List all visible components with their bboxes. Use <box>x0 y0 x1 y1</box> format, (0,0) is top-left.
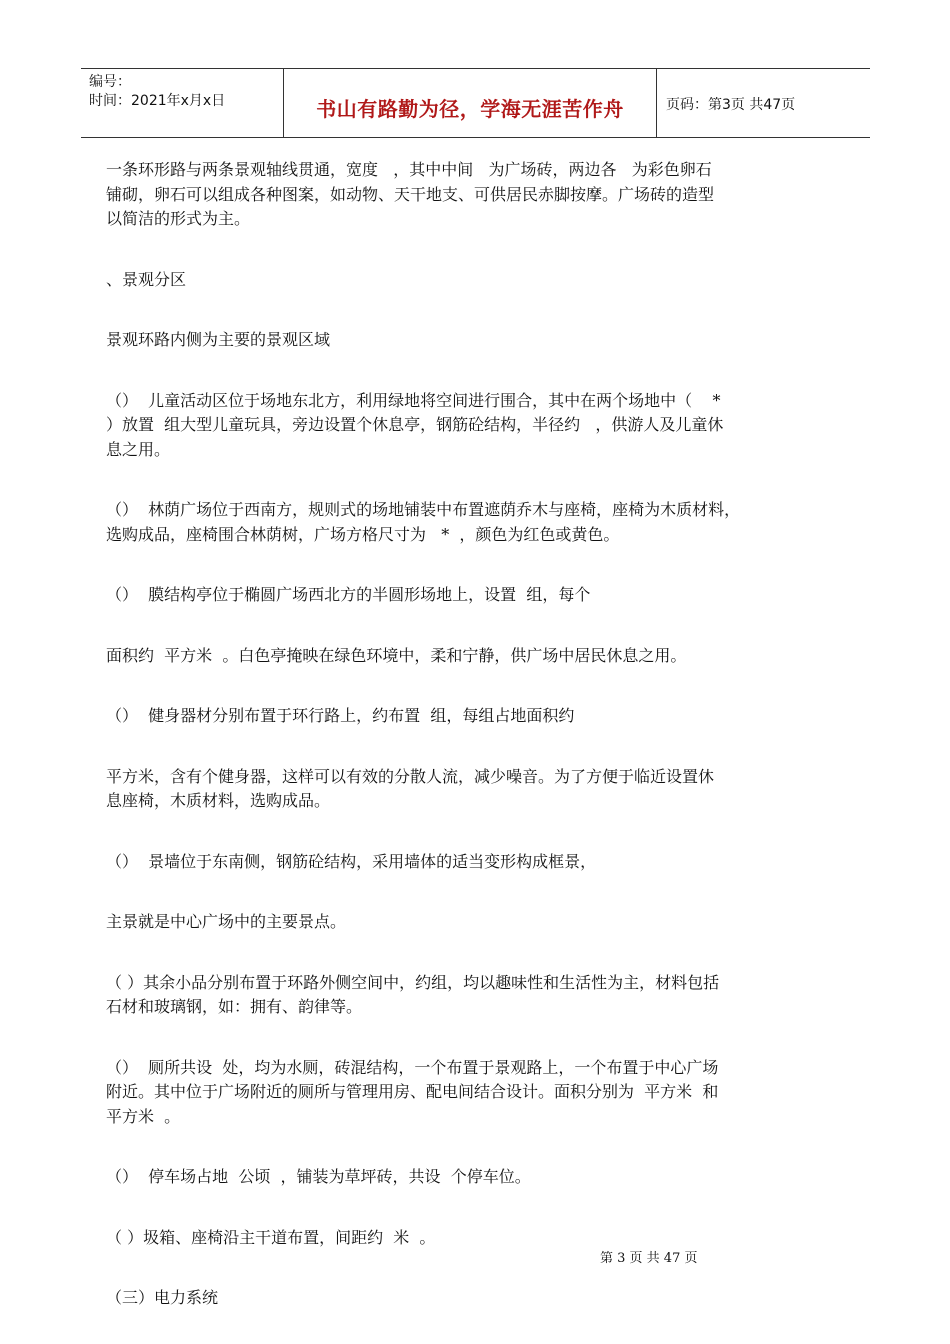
page-number: 页码：第3页 共47页 <box>666 97 796 113</box>
paragraph <box>106 1165 856 1190</box>
paragraph-line: 附近。其中位于广场附近的厕所与管理用房、配电间结合设计。面积分别为 平方米 和 <box>106 1082 719 1101</box>
paragraph-line: （） 膜结构亭位于椭圆广场西北方的半圆形场地上，设置 组，每个 <box>106 585 591 604</box>
paragraph-line: （） 儿童活动区位于场地东北方，利用绿地将空间进行围合，其中在两个场地中（ * <box>106 390 721 410</box>
paragraph-line: （） 景墙位于东南侧，钢筋砼结构，采用墙体的适当变形构成框景， <box>106 851 597 871</box>
paragraph-line: 平方米 。 <box>106 1106 181 1126</box>
header-info-cell <box>81 69 283 137</box>
document-date: 时间：2021年x月x日 <box>89 93 226 109</box>
paragraph-line: 面积约 平方米 。白色亭掩映在绿色环境中，柔和宁静，供广场中居民休息之用。 <box>106 645 687 665</box>
paragraph-line: ）放置 组大型儿童玩具，旁边设置个休息亭，钢筋砼结构，半径约 ，供游人及儿童休 <box>106 415 724 434</box>
header-page-cell <box>656 69 870 137</box>
paragraph <box>106 910 856 935</box>
paragraph-line: 以简洁的形式为主。 <box>106 209 251 228</box>
page-footer: 第 3 页 共 47 页 <box>600 1251 698 1266</box>
paragraph <box>106 704 856 729</box>
paragraph <box>106 971 856 1020</box>
paragraph-line: （ ）其余小品分别布置于环路外侧空间中，约组，均以趣味性和生活性为主，材料包括 <box>106 972 720 992</box>
paragraph-line: 选购成品，座椅围合林荫树，广场方格尺寸为 * ，颜色为红色或黄色。 <box>106 524 620 544</box>
paragraph-line: （ ）圾箱、座椅沿主干道布置，间距约 米 。 <box>106 1227 436 1247</box>
page-header <box>81 68 870 138</box>
header-motto-cell <box>283 69 657 137</box>
paragraph <box>106 498 856 547</box>
paragraph-line: 主景就是中心广场中的主要景点。 <box>106 912 347 931</box>
paragraph-line: 、景观分区 <box>106 269 187 289</box>
paragraph-line: 一条环形路与两条景观轴线贯通，宽度 ，其中中间 为广场砖，两边各 为彩色卵石 <box>106 160 712 179</box>
paragraph-line: 铺砌，卵石可以组成各种图案，如动物、天干地支、可供居民赤脚按摩。广场砖的造型 <box>106 184 715 204</box>
paragraph <box>106 1286 856 1311</box>
paragraph <box>106 850 856 875</box>
paragraph <box>106 1226 856 1251</box>
paragraph <box>106 644 856 669</box>
paragraph-line: （） 厕所共设 处，均为水厕，砖混结构，一个布置于景观路上，一个布置于中心广场 <box>106 1057 719 1077</box>
paragraph <box>106 389 856 463</box>
paragraph-line: （三）电力系统 <box>106 1288 219 1307</box>
paragraph <box>106 583 856 608</box>
document-number: 编号： <box>89 74 131 90</box>
paragraph-line: 景观环路内侧为主要的景观区域 <box>106 330 331 349</box>
paragraph <box>106 765 856 814</box>
paragraph-line: （） 健身器材分别布置于环行路上，约布置 组，每组占地面积约 <box>106 706 575 725</box>
paragraph <box>106 158 856 232</box>
paragraph <box>106 328 856 353</box>
document-body <box>106 158 856 1311</box>
motto: 书山有路勤为径，学海无涯苦作舟 <box>316 97 624 121</box>
paragraph-line: （） 林荫广场位于西南方，规则式的场地铺装中布置遮荫乔木与座椅，座椅为木质材料， <box>106 500 741 519</box>
paragraph-line: （） 停车场占地 公顷 ，铺装为草坪砖，共设 个停车位。 <box>106 1167 531 1186</box>
paragraph-line: 息座椅，木质材料，选购成品。 <box>106 791 331 810</box>
paragraph-line: 息之用。 <box>106 439 171 459</box>
paragraph <box>106 268 856 293</box>
paragraph-line: 平方米，含有个健身器，这样可以有效的分散人流，减少噪音。为了方便于临近设置休 <box>106 766 715 786</box>
paragraph-line: 石材和玻璃钢，如：拥有、韵律等。 <box>106 997 363 1016</box>
paragraph <box>106 1056 856 1130</box>
